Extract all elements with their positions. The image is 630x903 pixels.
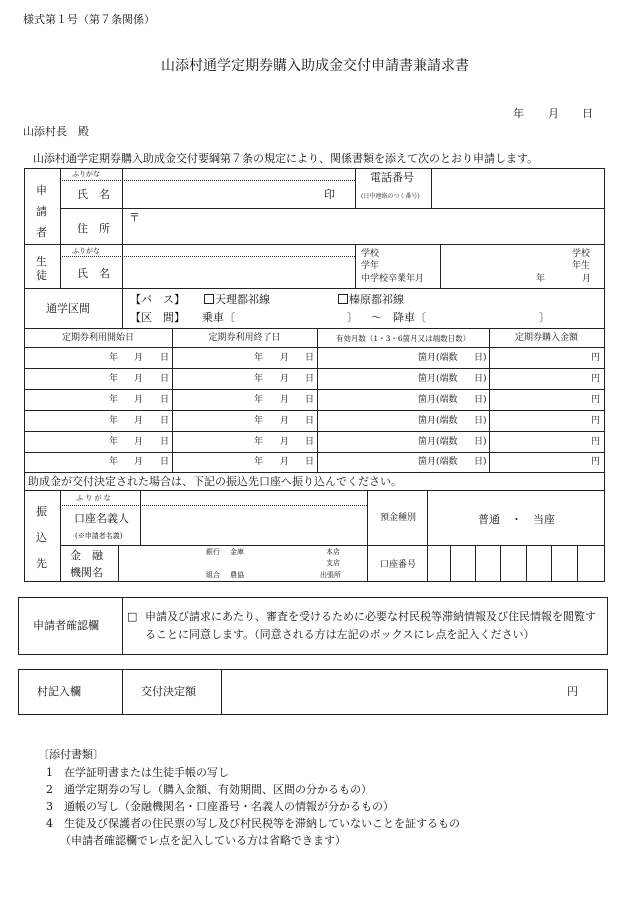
start-year: 年 [109,395,119,405]
months-label: 箇月(端数 [418,353,458,363]
end-day: 日 [305,374,315,384]
student-furigana-label: ふりがな [72,247,100,255]
bank-word: 銀行 [206,548,220,556]
seal-mark: 印 [324,188,335,201]
end-month: 月 [280,374,290,384]
consent-text-line2: ることに同意します。（同意される方は左記のボックスにレ点を記入ください） [145,628,535,641]
section-label: 【区 間】 [130,311,185,324]
applicant-furigana-label: ふりがな [72,170,100,178]
holder-furigana-label: ふ り が な [76,494,111,502]
bank-section-label-1: 振 [36,505,47,518]
account-number-label: 口座番号 [380,560,417,570]
bank-notice: 助成金が交付決定された場合は、下記の振込先口座へ振り込んでください。 [28,475,402,488]
days-label: 日) [474,353,487,363]
start-year: 年 [109,353,119,363]
header-end-date: 定期券利用終了日 [208,333,281,343]
start-day: 日 [160,416,170,426]
yen-label: 円 [591,395,601,405]
school-label: 学校 [361,249,380,259]
yen-label: 円 [591,437,601,447]
student-section-label: 生 徒 [36,255,47,282]
yen-label: 円 [591,374,601,384]
addressee: 山添村長 殿 [23,125,89,138]
student-name-label: 氏 名 [77,267,110,280]
end-day: 日 [305,353,315,363]
attachment-item: 1 在学証明書または生徒手帳の写し [46,766,229,779]
start-day: 日 [160,374,170,384]
applicant-address-label: 住 所 [77,222,110,235]
honten-word: 本店 [326,548,340,556]
decision-yen: 円 [567,685,578,698]
attachments-title: 〔添付書類〕 [38,748,104,761]
checkbox-icon [204,294,214,304]
tilde: ～ [371,311,382,324]
end-year: 年 [254,353,264,363]
bank-section-label-2: 込 [36,531,47,544]
account-number-field[interactable] [429,547,603,579]
phone-note: (日中連絡のつく番号) [361,193,420,200]
consent-checkbox[interactable]: □ [127,610,138,623]
form-number: 様式第１号（第７条関係） [23,13,155,26]
end-month: 月 [280,353,290,363]
consent-text-line1: 申請及び請求にあたり、審査を受けるために必要な村民税等滞納情報及び住民情報を閲覧す [145,610,596,623]
grad-month: 月 [582,274,592,284]
bus-option-haibara-label: 榛原都祁線 [349,293,404,306]
end-year: 年 [254,374,264,384]
start-month: 月 [134,457,144,467]
yen-label: 円 [591,457,601,467]
confirmation-label: 申請者確認欄 [33,619,99,632]
days-label: 日) [474,457,487,467]
alight-label: 降車〔 [393,311,426,324]
date-year: 年 [513,107,524,120]
date-day: 日 [582,107,593,120]
start-day: 日 [160,395,170,405]
days-label: 日) [474,437,487,447]
noukyou-word: 農協 [230,571,244,579]
start-day: 日 [160,353,170,363]
school-suffix: 学校 [572,249,591,259]
bus-option-tenri-label: 天理都祁線 [215,293,270,306]
phone-label: 電話番号 [370,171,414,184]
days-label: 日) [474,374,487,384]
shiten-word: 支店 [326,559,340,567]
start-month: 月 [134,374,144,384]
phone-field[interactable] [432,170,602,206]
start-year: 年 [109,437,119,447]
start-month: 月 [134,395,144,405]
institution-field[interactable] [120,547,365,579]
account-holder-note: (※申請者名義) [75,532,123,540]
date-month: 月 [548,107,559,120]
checkbox-icon [338,294,348,304]
shinkin-word: 金庫 [230,548,244,556]
start-day: 日 [160,457,170,467]
end-year: 年 [254,437,264,447]
institution-label-1: 金 融 [70,549,103,562]
student-name-field[interactable] [124,259,353,286]
applicant-section-label: 申 請 者 [36,184,47,239]
deposit-type-options[interactable]: 普通 ・ 当座 [478,513,555,526]
yen-label: 円 [591,416,601,426]
header-start-date: 定期券利用開始日 [61,333,134,343]
start-year: 年 [109,374,119,384]
months-label: 箇月(端数 [418,416,458,426]
alight-station-field[interactable] [427,310,537,325]
bus-label: 【バ ス】 [130,293,185,306]
end-day: 日 [305,437,315,447]
start-year: 年 [109,416,119,426]
board-label: 乗車〔 [202,311,235,324]
attachment-item: 2 通学定期券の写し（購入金額、有効期間、区間の分かるもの） [46,783,372,796]
route-label: 通学区間 [46,302,90,315]
board-close: 〕 [347,311,358,324]
start-month: 月 [134,437,144,447]
applicant-name-field[interactable] [124,183,319,206]
header-amount: 定期券購入金額 [514,333,578,343]
deposit-type-label: 預金種別 [380,513,417,523]
bank-section-label-3: 先 [36,557,47,570]
start-day: 日 [160,437,170,447]
end-month: 月 [280,437,290,447]
grade-suffix: 年生 [572,261,591,271]
end-month: 月 [280,416,290,426]
days-label: 日) [474,416,487,426]
end-month: 月 [280,457,290,467]
end-day: 日 [305,416,315,426]
yen-label: 円 [591,353,601,363]
confirmation-box [18,597,608,655]
months-label: 箇月(端数 [418,457,458,467]
institution-label-2: 機関名 [70,566,103,579]
end-year: 年 [254,457,264,467]
bus-option-haibara[interactable] [338,294,404,305]
kumiai-word: 組合 [206,571,220,579]
months-label: 箇月(端数 [418,395,458,405]
attachment-item: 3 通帳の写し（金融機関名・口座番号・名義人の情報が分かるもの） [46,800,394,813]
end-day: 日 [305,457,315,467]
intro-text: 山添村通学定期券購入助成金交付要綱第７条の規定により、関係書類を添えて次のとおり申請します。 [33,152,539,165]
shutchojo-word: 出張所 [320,571,341,579]
account-holder-label: 口座名義人 [74,512,129,525]
postal-mark: 〒 [129,211,140,224]
applicant-address-field[interactable] [124,211,602,242]
decision-amount-field[interactable] [223,671,563,713]
months-label: 箇月(端数 [418,374,458,384]
start-month: 月 [134,353,144,363]
bus-option-tenri[interactable] [204,294,270,305]
decision-amount-label: 交付決定額 [141,685,196,698]
page-title: 山添村通学定期券購入助成金交付申請書兼請求書 [161,58,469,74]
alight-close: 〕 [539,311,550,324]
attachment-note: （申請者確認欄でレ点を記入している方は省略できます） [60,834,346,847]
attachment-item: 4 生徒及び保護者の住民票の写し及び村民税等を滞納していないことを証するもの [46,817,460,830]
header-valid-months: 有効月数（1・3・6箇月又は端数日数） [335,334,471,343]
end-month: 月 [280,395,290,405]
graduation-label: 中学校卒業年月 [361,274,425,284]
village-label: 村記入欄 [37,685,81,698]
grade-label: 学年 [361,261,380,271]
months-label: 箇月(端数 [418,437,458,447]
end-year: 年 [254,395,264,405]
applicant-name-label: 氏 名 [77,188,110,201]
board-station-field[interactable] [234,310,344,325]
end-day: 日 [305,395,315,405]
start-month: 月 [134,416,144,426]
grad-year: 年 [536,274,546,284]
account-holder-field[interactable] [142,508,364,543]
days-label: 日) [474,395,487,405]
start-year: 年 [109,457,119,467]
end-year: 年 [254,416,264,426]
